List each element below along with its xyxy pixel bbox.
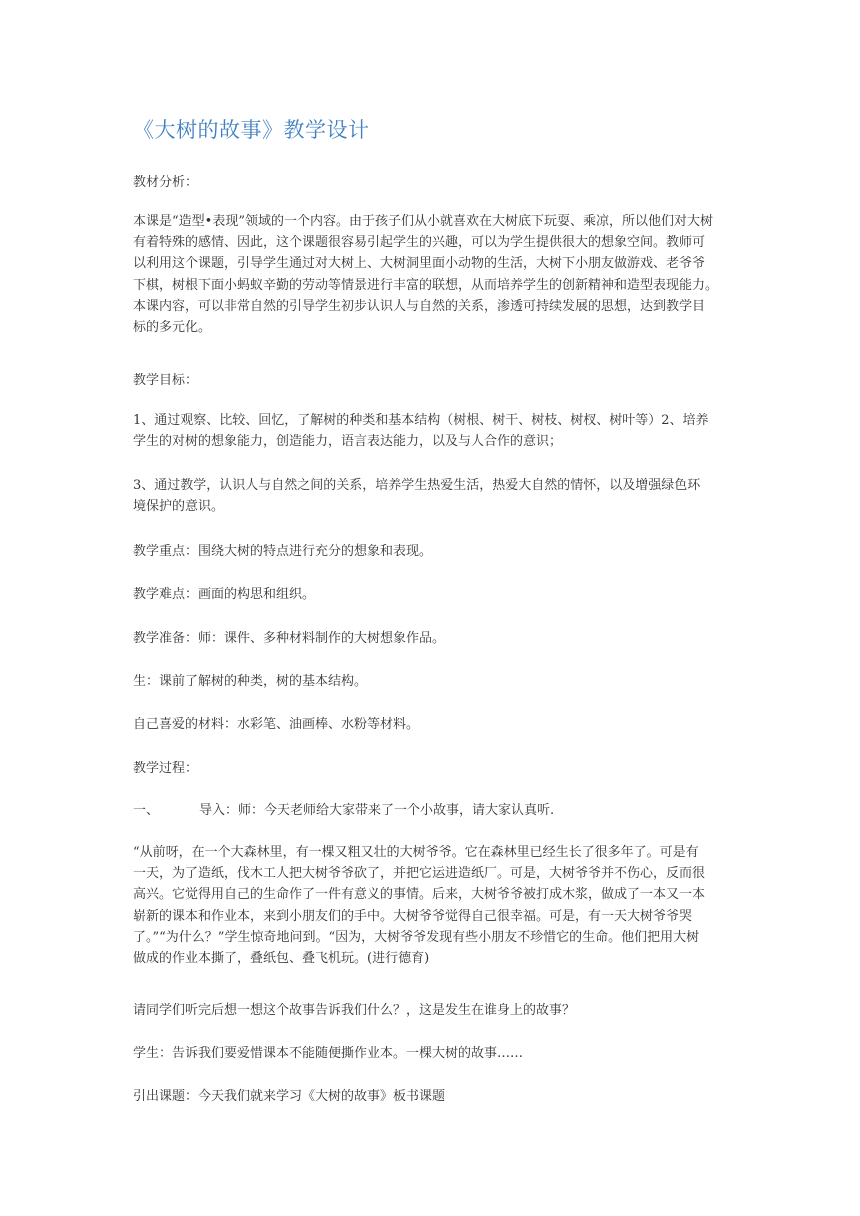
- analysis-heading: 教材分析：: [133, 175, 199, 190]
- goal-1-paragraph: [133, 410, 733, 452]
- story-line: 崭新的课本和作业本，来到小朋友们的手中。大树爷爷觉得自己很幸福。可是，有一天大树爷爷哭: [133, 908, 693, 924]
- story-line: 高兴。它觉得用自己的生命作了一件有意义的事情。后来，大树爷爷被打成木浆，做成了一本又一本: [133, 887, 706, 903]
- story-line: “从前呀，在一个大森林里，有一棵又粗又壮的大树爷爷。它在森林里已经生长了很多年了。可是有: [133, 845, 699, 860]
- intro-paragraph: [133, 800, 733, 821]
- story-line: 做成的作业本撕了，叠纸包、叠飞机玩。(进行德育): [133, 951, 430, 967]
- key-point: 教学重点：围绕大树的特点进行充分的想象和表现。: [133, 544, 433, 559]
- difficulty: 教学难点：画面的构思和组织。: [133, 587, 316, 602]
- goal-line: 学生的对树的想象能力，创造能力，语言表达能力，以及与人合作的意识；: [133, 434, 563, 450]
- student-answer: 学生：告诉我们要爱惜课本不能随便撕作业本。一棵大树的故事……: [133, 1046, 524, 1061]
- analysis-line: 有着特殊的感情、因此，这个课题很容易引起学生的兴趣，可以为学生提供很大的想象空间。教师可: [133, 235, 706, 251]
- analysis-line: 本课是“造型•表现”领域的一个内容。由于孩子们从小就喜欢在大树底下玩耍、乘凉，所以他们对大树: [133, 214, 713, 229]
- prep-materials: 自己喜爱的材料：水彩笔、油画棒、水粉等材料。: [133, 717, 420, 732]
- goal-line: 境保护的意识。: [133, 499, 225, 515]
- story-line: 一天，为了造纸，伐木工人把大树爷爷砍了，并把它运进造纸厂。可是，大树爷爷并不伤心，反而很: [133, 866, 706, 882]
- goal-line: 1、通过观察、比较、回忆，了解树的种类和基本结构（树根、树干、树枝、树杈、树叶等）2、培养: [133, 413, 709, 428]
- goal-3-paragraph: [133, 475, 733, 517]
- story-paragraph: [133, 842, 733, 969]
- analysis-paragraph: [133, 211, 733, 338]
- prep-teacher: 教学准备：师：课件、多种材料制作的大树想象作品。: [133, 631, 446, 646]
- analysis-line: 以利用这个课题，引导学生通过对大树上、大树洞里面小动物的生活，大树下小朋友做游戏、老爷爷: [133, 256, 706, 272]
- goal-line: 3、通过教学，认识人与自然之间的关系，培养学生热爱生活，热爱大自然的情怀，以及增强绿色环: [133, 478, 701, 493]
- question: 请同学们听完后想一想这个故事告诉我们什么？，这是发生在谁身上的故事？: [133, 1003, 576, 1018]
- goals-heading: 教学目标：: [133, 373, 199, 388]
- topic: 引出课题：今天我们就来学习《大树的故事》板书课题: [133, 1089, 446, 1104]
- document-title: 《大树的故事》教学设计: [133, 118, 370, 142]
- intro-number: 一、: [133, 803, 160, 818]
- analysis-line: 本课内容，可以非常自然的引导学生初步认识人与自然的关系，渗透可持续发展的思想，达到教学目: [133, 298, 706, 314]
- intro-text: 导入：师：今天老师给大家带来了一个小故事，请大家认真听.: [199, 803, 555, 818]
- analysis-line: 标的多元化。: [133, 320, 212, 336]
- analysis-line: 下棋，树根下面小蚂蚁辛勤的劳动等情景进行丰富的联想，从而培养学生的创新精神和造型表现能力。: [133, 277, 719, 293]
- prep-student: 生：课前了解树的种类，树的基本结构。: [133, 674, 368, 689]
- story-line: 了。”“为什么？”学生惊奇地问到。“因为，大树爷爷发现有些小朋友不珍惜它的生命。他们把用大树: [133, 929, 700, 945]
- process-heading: 教学过程：: [133, 761, 199, 776]
